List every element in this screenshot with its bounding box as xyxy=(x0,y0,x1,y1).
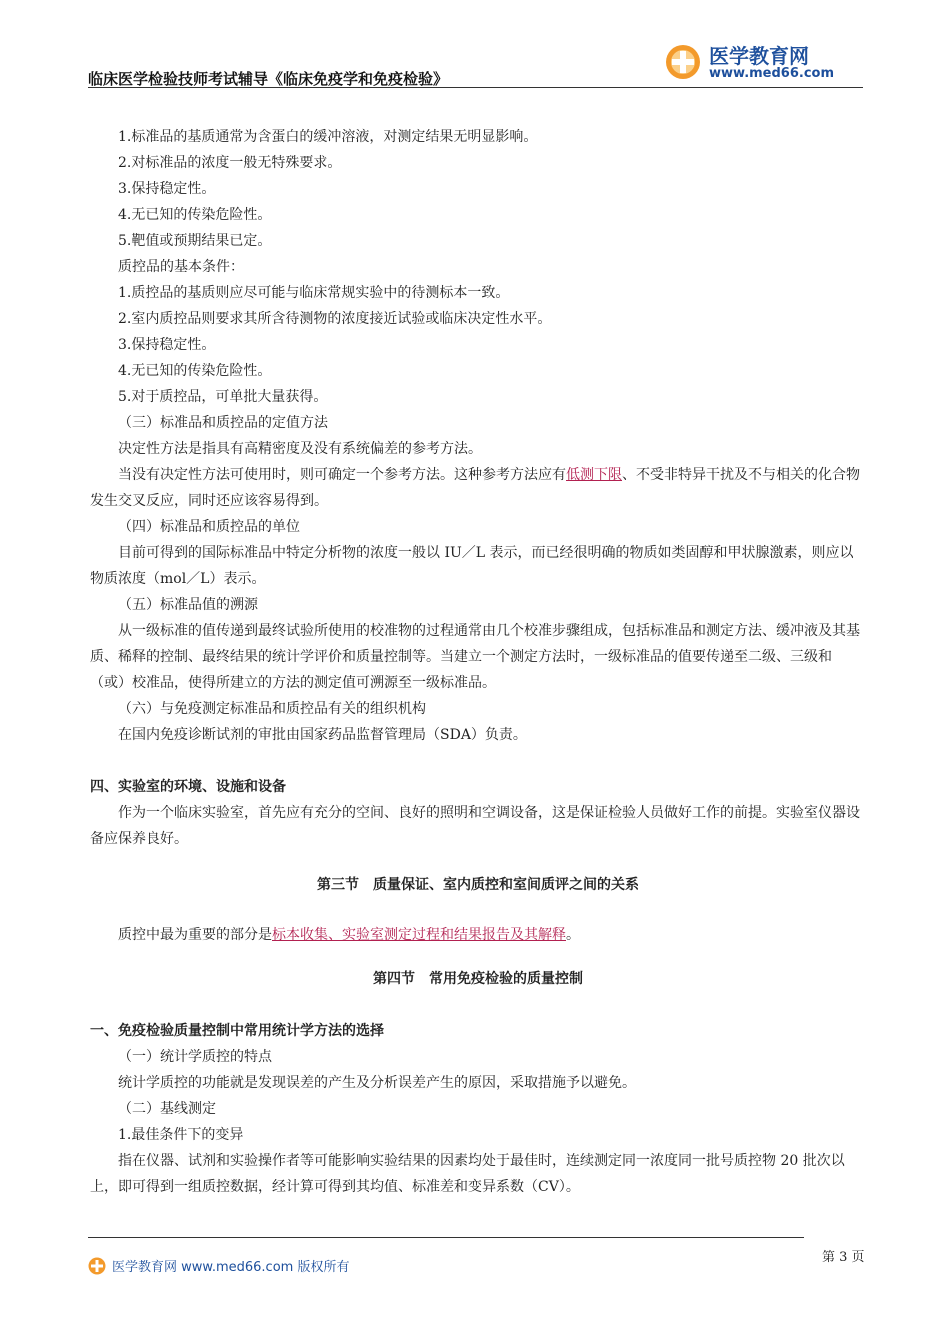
text-line: 1.质控品的基质则应尽可能与临床常规实验中的待测标本一致。 xyxy=(118,285,510,301)
text-line: 统计学质控的功能就是发现误差的产生及分析误差产生的原因，采取措施予以避免。 xyxy=(118,1075,636,1091)
section-four-title: 第四节 常用免疫检验的质量控制 xyxy=(373,971,583,987)
page-header xyxy=(88,38,863,88)
logo-url: www.med66.com xyxy=(709,66,835,81)
text-line: 1.标准品的基质通常为含蛋白的缓冲溶液，对测定结果无明显影响。 xyxy=(118,129,538,145)
footer-copyright: 医学教育网 www.med66.com 版权所有 xyxy=(112,1260,350,1275)
text-span: 。 xyxy=(566,927,580,943)
text-line: 决定性方法是指具有高精密度及没有系统偏差的参考方法。 xyxy=(118,441,482,457)
text-line: 2.对标准品的浓度一般无特殊要求。 xyxy=(118,155,342,171)
spacer xyxy=(118,852,866,872)
text-line: 1.最佳条件下的变异 xyxy=(118,1127,244,1143)
section-three-title: 第三节 质量保证、室内质控和室间质评之间的关系 xyxy=(317,877,639,893)
subsection-title: （四）标准品和质控品的单位 xyxy=(118,519,300,535)
paragraph-traceability: 从一级标准的值传递到最终试验所使用的校准物的过程通常由几个校准步骤组成，包括标准品和测定方法、缓冲液及其基质、稀释的控制、最终结果的统计学评价和质量控制等。当建立一个测定方法时，一级标准品的值要传递至二级、三级和（或）校准品，使得所建立的方法的测定值可溯源至一级标准品。 xyxy=(90,623,860,691)
text-line: 4.无已知的传染危险性。 xyxy=(118,207,272,223)
spacer xyxy=(118,748,866,774)
text-line: 4.无已知的传染危险性。 xyxy=(118,363,272,379)
text-span: 、不受非特异干扰及不与相关的化合物发生交叉反应，同时还应该容易得到。 xyxy=(90,467,860,509)
spacer xyxy=(118,992,866,1018)
subsection-title: （一）统计学质控的特点 xyxy=(118,1049,272,1065)
spacer xyxy=(118,898,866,922)
subsection-title: （五）标准品值的溯源 xyxy=(118,597,258,613)
subsection-title: （二）基线测定 xyxy=(118,1101,216,1117)
page-number: 第 3 页 xyxy=(822,1250,865,1265)
logo-cross-icon xyxy=(88,1257,106,1275)
text-span: 质控中最为重要的部分是 xyxy=(118,927,272,943)
footer-divider xyxy=(88,1237,804,1238)
text-line: 5.靶值或预期结果已定。 xyxy=(118,233,272,249)
text-line: 3.保持稳定性。 xyxy=(118,181,216,197)
link-specimen-process[interactable]: 标本收集、实验室测定过程和结果报告及其解释 xyxy=(272,927,566,943)
spacer xyxy=(118,948,866,966)
header-title: 临床医学检验技师考试辅导《临床免疫学和免疫检验》 xyxy=(88,70,449,88)
paragraph-qc-important xyxy=(118,922,866,948)
header-divider xyxy=(88,87,863,88)
paragraph-unit: 目前可得到的国际标准品中特定分析物的浓度一般以 IU／L 表示，而已经很明确的物质如类固醇和甲状腺激素，则应以物质浓度（mol／L）表示。 xyxy=(90,545,854,587)
text-line: 在国内免疫诊断试剂的审批由国家药品监督管理局（SDA）负责。 xyxy=(118,727,527,743)
site-logo[interactable] xyxy=(665,40,845,84)
text-line: 2.室内质控品则要求其所含待测物的浓度接近试验或临床决定性水平。 xyxy=(118,311,552,327)
text-line: 质控品的基本条件： xyxy=(118,259,244,275)
link-lower-detection-limit[interactable]: 低测下限 xyxy=(566,467,622,483)
paragraph-lab: 作为一个临床实验室，首先应有充分的空间、良好的照明和空调设备，这是保证检验人员做好工作的前提。实验室仪器设备应保养良好。 xyxy=(90,805,860,847)
heading-lab-environment: 四、实验室的环境、设施和设备 xyxy=(90,779,286,795)
text-span: 当没有决定性方法可使用时，则可确定一个参考方法。这种参考方法应有 xyxy=(118,467,566,483)
paragraph-optimal-conditions: 指在仪器、试剂和实验操作者等可能影响实验结果的因素均处于最佳时，连续测定同一浓度同一批号质控物 20 批次以上，即可得到一组质控数据，经计算可得到其均值、标准差和变异系数（CV）。 xyxy=(90,1153,845,1195)
text-line: 3.保持稳定性。 xyxy=(118,337,216,353)
document-body xyxy=(90,124,866,1200)
footer-logo[interactable] xyxy=(88,1255,388,1277)
subsection-title: （三）标准品和质控品的定值方法 xyxy=(118,415,328,431)
subsection-title: （六）与免疫测定标准品和质控品有关的组织机构 xyxy=(118,701,426,717)
logo-name: 医学教育网 xyxy=(709,44,809,68)
text-line: 5.对于质控品，可单批大量获得。 xyxy=(118,389,328,405)
logo-cross-icon xyxy=(665,44,701,80)
paragraph-reference-method xyxy=(90,462,866,514)
heading-statistical-methods: 一、免疫检验质量控制中常用统计学方法的选择 xyxy=(90,1023,384,1039)
